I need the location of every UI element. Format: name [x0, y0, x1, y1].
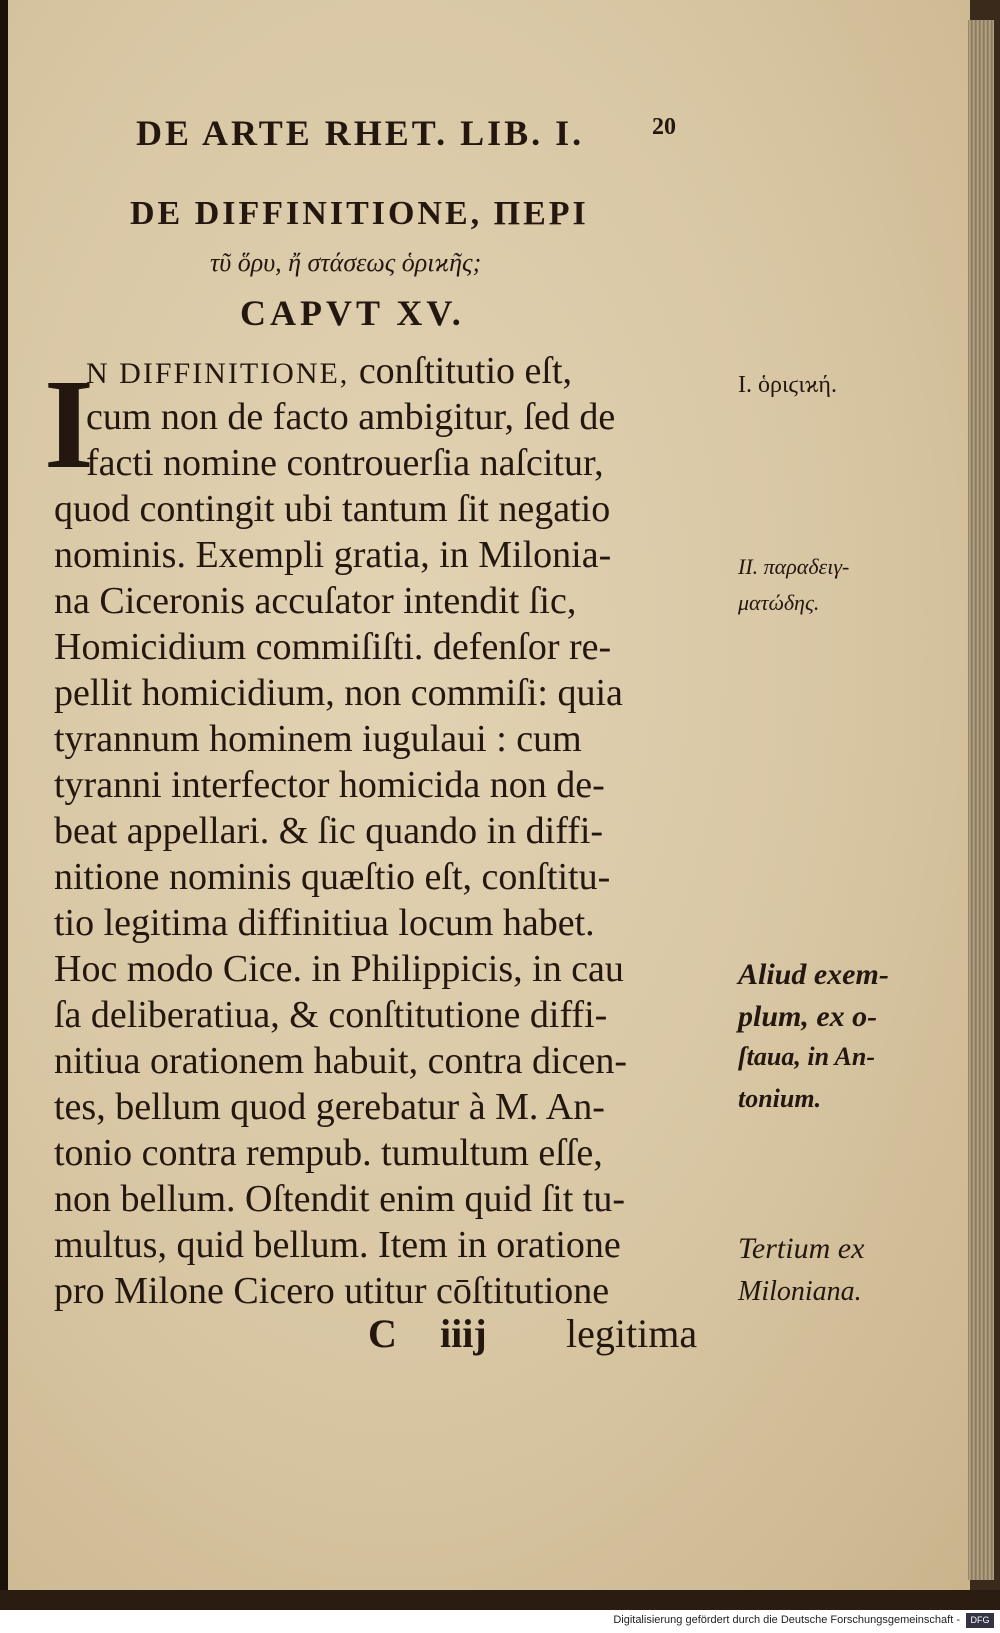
- margin-note: tonium.: [738, 1084, 822, 1113]
- margin-note: II. παραδειγ-: [738, 554, 850, 579]
- page-edges: [968, 20, 994, 1580]
- body-line: tyrannum hominem iugulaui : cum: [54, 718, 582, 760]
- body-line: non bellum. Oſtendit enim quid ſit tu-: [54, 1178, 626, 1220]
- body-line: pro Milone Cicero utitur cōſtitutione: [54, 1270, 610, 1312]
- body-line: nominis. Exempli gratia, in Milonia-: [54, 534, 612, 576]
- dfg-logo: DFG: [966, 1613, 994, 1628]
- margin-note: I. ὁριϛιϰή.: [738, 372, 837, 398]
- body-line: nitiua orationem habuit, contra dicen-: [54, 1040, 627, 1082]
- margin-note: Aliud exem-: [738, 958, 889, 991]
- first-line-rest: conſtitutio eſt,: [349, 350, 573, 392]
- body-line: tyranni interfector homicida non de-: [54, 764, 605, 806]
- body-line: tio legitima diffinitiua locum habet.: [54, 902, 595, 944]
- body-line: cum non de facto ambigitur, ſed de: [86, 396, 616, 438]
- margin-note: Miloniana.: [738, 1276, 862, 1307]
- chapter-number: CAPVT XV.: [240, 293, 465, 333]
- footer-bar: [0, 1610, 1000, 1633]
- running-head: DE ARTE RHET. LIB. I.: [136, 113, 585, 153]
- signature-number: iiij: [440, 1311, 487, 1356]
- signature-mark: C: [368, 1311, 397, 1356]
- body-line: nitione nominis quæſtio eſt, conſtitu-: [54, 856, 611, 898]
- first-line-caps: N DIFFINITIONE,: [86, 357, 350, 390]
- margin-note: Tertium ex: [738, 1232, 865, 1265]
- body-line: pellit homicidium, non commiſi: quia: [54, 672, 623, 714]
- chapter-title: DE DIFFINITIONE, ΠΕΡΙ: [130, 195, 589, 232]
- body-line: ſa deliberatiua, & conſtitutione diffi-: [54, 994, 608, 1036]
- margin-note: ſtaua, in An-: [738, 1042, 876, 1071]
- body-line: tonio contra rempub. tumultum eſſe,: [54, 1132, 603, 1174]
- drop-cap: I: [44, 353, 94, 495]
- body-line: facti nomine controuerſia naſcitur,: [86, 442, 604, 484]
- chapter-greek-subtitle: τῦ ὅρυ, ἤ στάσεως ὁριϰῆς;: [210, 248, 482, 277]
- body-line: Homicidium commiſiſti. defenſor re-: [54, 626, 612, 668]
- body-line: multus, quid bellum. Item in oratione: [54, 1224, 621, 1266]
- body-line: tes, bellum quod gerebatur à M. An-: [54, 1086, 605, 1128]
- body-line-first: [86, 348, 734, 397]
- margin-note: plum, ex o-: [738, 1000, 878, 1033]
- scan-border: [0, 1590, 1000, 1610]
- catchword: legitima: [566, 1311, 698, 1356]
- page-number: 20: [652, 114, 676, 140]
- body-line: Hoc modo Cice. in Philippicis, in cau: [54, 948, 624, 990]
- body-line: na Ciceronis accuſator intendit ſic,: [54, 580, 577, 622]
- footer-credit: Digitalisierung gefördert durch die Deutsche Forschungsgemeinschaft -: [613, 1614, 960, 1626]
- body-line: beat appellari. & ſic quando in diffi-: [54, 810, 604, 852]
- spine-shadow: [0, 0, 8, 1633]
- margin-note: ματώδης.: [738, 590, 820, 615]
- body-line: quod contingit ubi tantum ſit negatio: [54, 488, 611, 530]
